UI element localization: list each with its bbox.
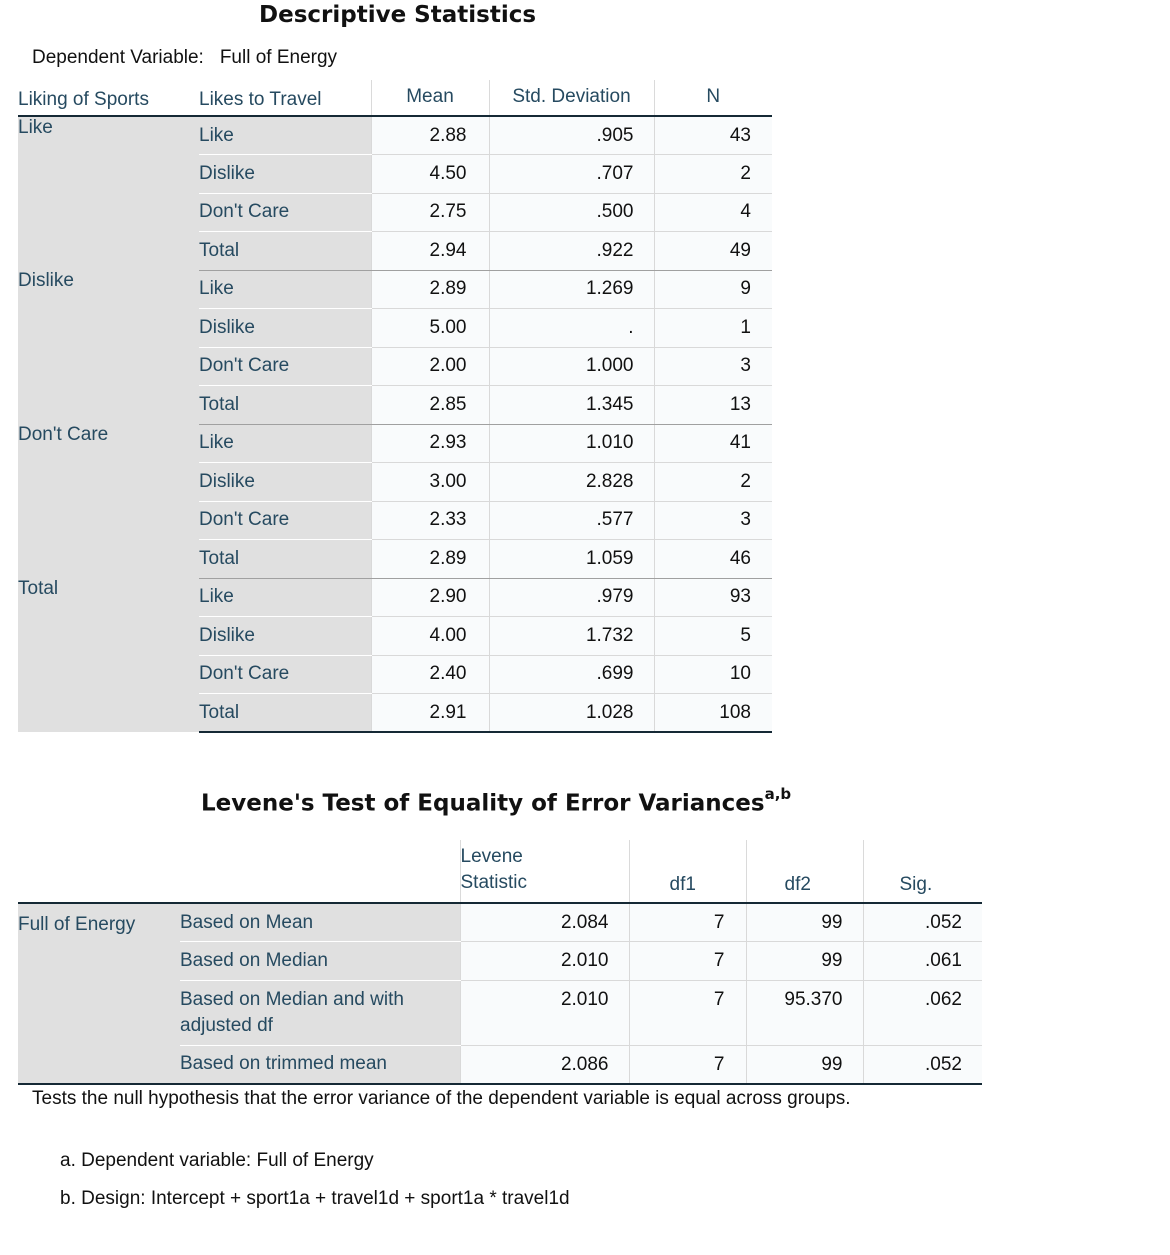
cell-mean: 2.89 xyxy=(371,270,489,309)
row-dependent-variable-label: Full of Energy xyxy=(18,903,180,1084)
cell-std-deviation: 1.345 xyxy=(489,386,654,425)
header-n: N xyxy=(654,80,772,116)
cell-n: 2 xyxy=(654,463,772,502)
row-travel-label: Total xyxy=(199,540,371,579)
row-travel-label: Total xyxy=(199,386,371,425)
cell-n: 5 xyxy=(654,617,772,656)
levene-footnote-null-hypothesis: Tests the null hypothesis that the error variance of the dependent variable is equal across groups. xyxy=(32,1088,851,1109)
cell-df2: 99 xyxy=(746,942,863,981)
cell-n: 43 xyxy=(654,116,772,155)
cell-mean: 2.93 xyxy=(371,424,489,463)
header-levene-statistic xyxy=(460,840,629,903)
header-std-deviation: Std. Deviation xyxy=(489,80,654,116)
levene-footnote-a: a. Dependent variable: Full of Energy xyxy=(60,1150,374,1171)
descriptive-statistics-table xyxy=(18,80,772,733)
cell-sig: .061 xyxy=(863,942,982,981)
row-method-label: Based on Mean xyxy=(180,903,460,942)
table-row xyxy=(18,903,982,942)
row-group-label: Dislike xyxy=(18,270,199,424)
cell-levene-statistic: 2.086 xyxy=(460,1045,629,1084)
cell-df1: 7 xyxy=(629,942,746,981)
cell-mean: 2.89 xyxy=(371,540,489,579)
cell-std-deviation: .922 xyxy=(489,232,654,271)
levene-test-body xyxy=(18,903,982,1084)
cell-df1: 7 xyxy=(629,1045,746,1084)
cell-std-deviation: .905 xyxy=(489,116,654,155)
cell-std-deviation: 1.010 xyxy=(489,424,654,463)
cell-std-deviation: 1.000 xyxy=(489,347,654,386)
cell-mean: 2.40 xyxy=(371,655,489,694)
cell-std-deviation: 1.269 xyxy=(489,270,654,309)
cell-mean: 2.75 xyxy=(371,193,489,232)
cell-std-deviation: 1.059 xyxy=(489,540,654,579)
row-travel-label: Like xyxy=(199,270,371,309)
header-levene-line1: Levene xyxy=(460,846,523,867)
levene-title-text: Levene's Test of Equality of Error Variances xyxy=(201,790,765,817)
cell-n: 108 xyxy=(654,694,772,733)
cell-std-deviation: 1.028 xyxy=(489,694,654,733)
cell-std-deviation: .979 xyxy=(489,578,654,617)
cell-levene-statistic: 2.010 xyxy=(460,942,629,981)
cell-n: 4 xyxy=(654,193,772,232)
header-empty-1 xyxy=(18,840,180,903)
row-travel-label: Don't Care xyxy=(199,193,371,232)
cell-n: 41 xyxy=(654,424,772,463)
cell-mean: 4.00 xyxy=(371,617,489,656)
cell-std-deviation: 2.828 xyxy=(489,463,654,502)
cell-df1: 7 xyxy=(629,903,746,942)
dependent-variable-value: Full of Energy xyxy=(219,47,338,68)
header-likes-to-travel: Likes to Travel xyxy=(199,80,371,116)
cell-mean: 3.00 xyxy=(371,463,489,502)
row-travel-label: Dislike xyxy=(199,617,371,656)
row-travel-label: Like xyxy=(199,578,371,617)
levene-test-title xyxy=(201,785,792,817)
cell-n: 93 xyxy=(654,578,772,617)
row-group-label: Total xyxy=(18,578,199,732)
row-travel-label: Dislike xyxy=(199,309,371,348)
cell-sig: .052 xyxy=(863,903,982,942)
cell-mean: 2.90 xyxy=(371,578,489,617)
header-sig: Sig. xyxy=(863,840,982,903)
row-travel-label: Like xyxy=(199,424,371,463)
cell-df2: 99 xyxy=(746,903,863,942)
cell-std-deviation: 1.732 xyxy=(489,617,654,656)
levene-footnote-b: b. Design: Intercept + sport1a + travel1d + sport1a * travel1d xyxy=(60,1188,570,1209)
row-travel-label: Don't Care xyxy=(199,347,371,386)
cell-sig: .052 xyxy=(863,1045,982,1084)
cell-levene-statistic: 2.084 xyxy=(460,903,629,942)
cell-n: 3 xyxy=(654,347,772,386)
header-liking-of-sports: Liking of Sports xyxy=(18,80,199,116)
cell-std-deviation: .707 xyxy=(489,155,654,194)
levene-title-superscript: a,b xyxy=(764,785,792,803)
table-row xyxy=(18,116,772,155)
header-empty-2 xyxy=(180,840,460,903)
cell-n: 9 xyxy=(654,270,772,309)
cell-mean: 2.94 xyxy=(371,232,489,271)
table-row xyxy=(18,578,772,617)
cell-n: 46 xyxy=(654,540,772,579)
header-df1: df1 xyxy=(629,840,746,903)
row-travel-label: Like xyxy=(199,116,371,155)
row-travel-label: Dislike xyxy=(199,155,371,194)
table-row xyxy=(18,424,772,463)
cell-std-deviation: . xyxy=(489,309,654,348)
cell-mean: 4.50 xyxy=(371,155,489,194)
cell-mean: 2.33 xyxy=(371,501,489,540)
row-travel-label: Total xyxy=(199,232,371,271)
row-method-label: Based on Median xyxy=(180,942,460,981)
row-method-label: Based on trimmed mean xyxy=(180,1045,460,1084)
cell-n: 10 xyxy=(654,655,772,694)
row-group-label: Like xyxy=(18,116,199,270)
header-df2: df2 xyxy=(746,840,863,903)
descriptive-statistics-title: Descriptive Statistics xyxy=(259,2,537,28)
cell-sig: .062 xyxy=(863,980,982,1045)
cell-df2: 95.370 xyxy=(746,980,863,1045)
row-travel-label: Total xyxy=(199,694,371,733)
cell-n: 3 xyxy=(654,501,772,540)
header-levene-line2: Statistic xyxy=(460,872,528,893)
cell-std-deviation: .699 xyxy=(489,655,654,694)
table-row xyxy=(18,270,772,309)
row-method-label: Based on Median and with adjusted df xyxy=(180,980,460,1045)
cell-n: 13 xyxy=(654,386,772,425)
cell-n: 49 xyxy=(654,232,772,271)
cell-mean: 5.00 xyxy=(371,309,489,348)
row-travel-label: Don't Care xyxy=(199,655,371,694)
cell-std-deviation: .577 xyxy=(489,501,654,540)
dependent-variable-label: Dependent Variable: xyxy=(32,47,204,68)
cell-df1: 7 xyxy=(629,980,746,1045)
cell-std-deviation: .500 xyxy=(489,193,654,232)
row-travel-label: Dislike xyxy=(199,463,371,502)
levene-test-table xyxy=(18,840,982,1085)
header-mean: Mean xyxy=(371,80,489,116)
cell-mean: 2.91 xyxy=(371,694,489,733)
cell-mean: 2.85 xyxy=(371,386,489,425)
cell-mean: 2.88 xyxy=(371,116,489,155)
cell-n: 2 xyxy=(654,155,772,194)
cell-n: 1 xyxy=(654,309,772,348)
row-group-label: Don't Care xyxy=(18,424,199,578)
cell-mean: 2.00 xyxy=(371,347,489,386)
cell-levene-statistic: 2.010 xyxy=(460,980,629,1045)
cell-df2: 99 xyxy=(746,1045,863,1084)
dependent-variable-caption xyxy=(32,47,337,69)
row-travel-label: Don't Care xyxy=(199,501,371,540)
descriptive-statistics-body xyxy=(18,116,772,732)
